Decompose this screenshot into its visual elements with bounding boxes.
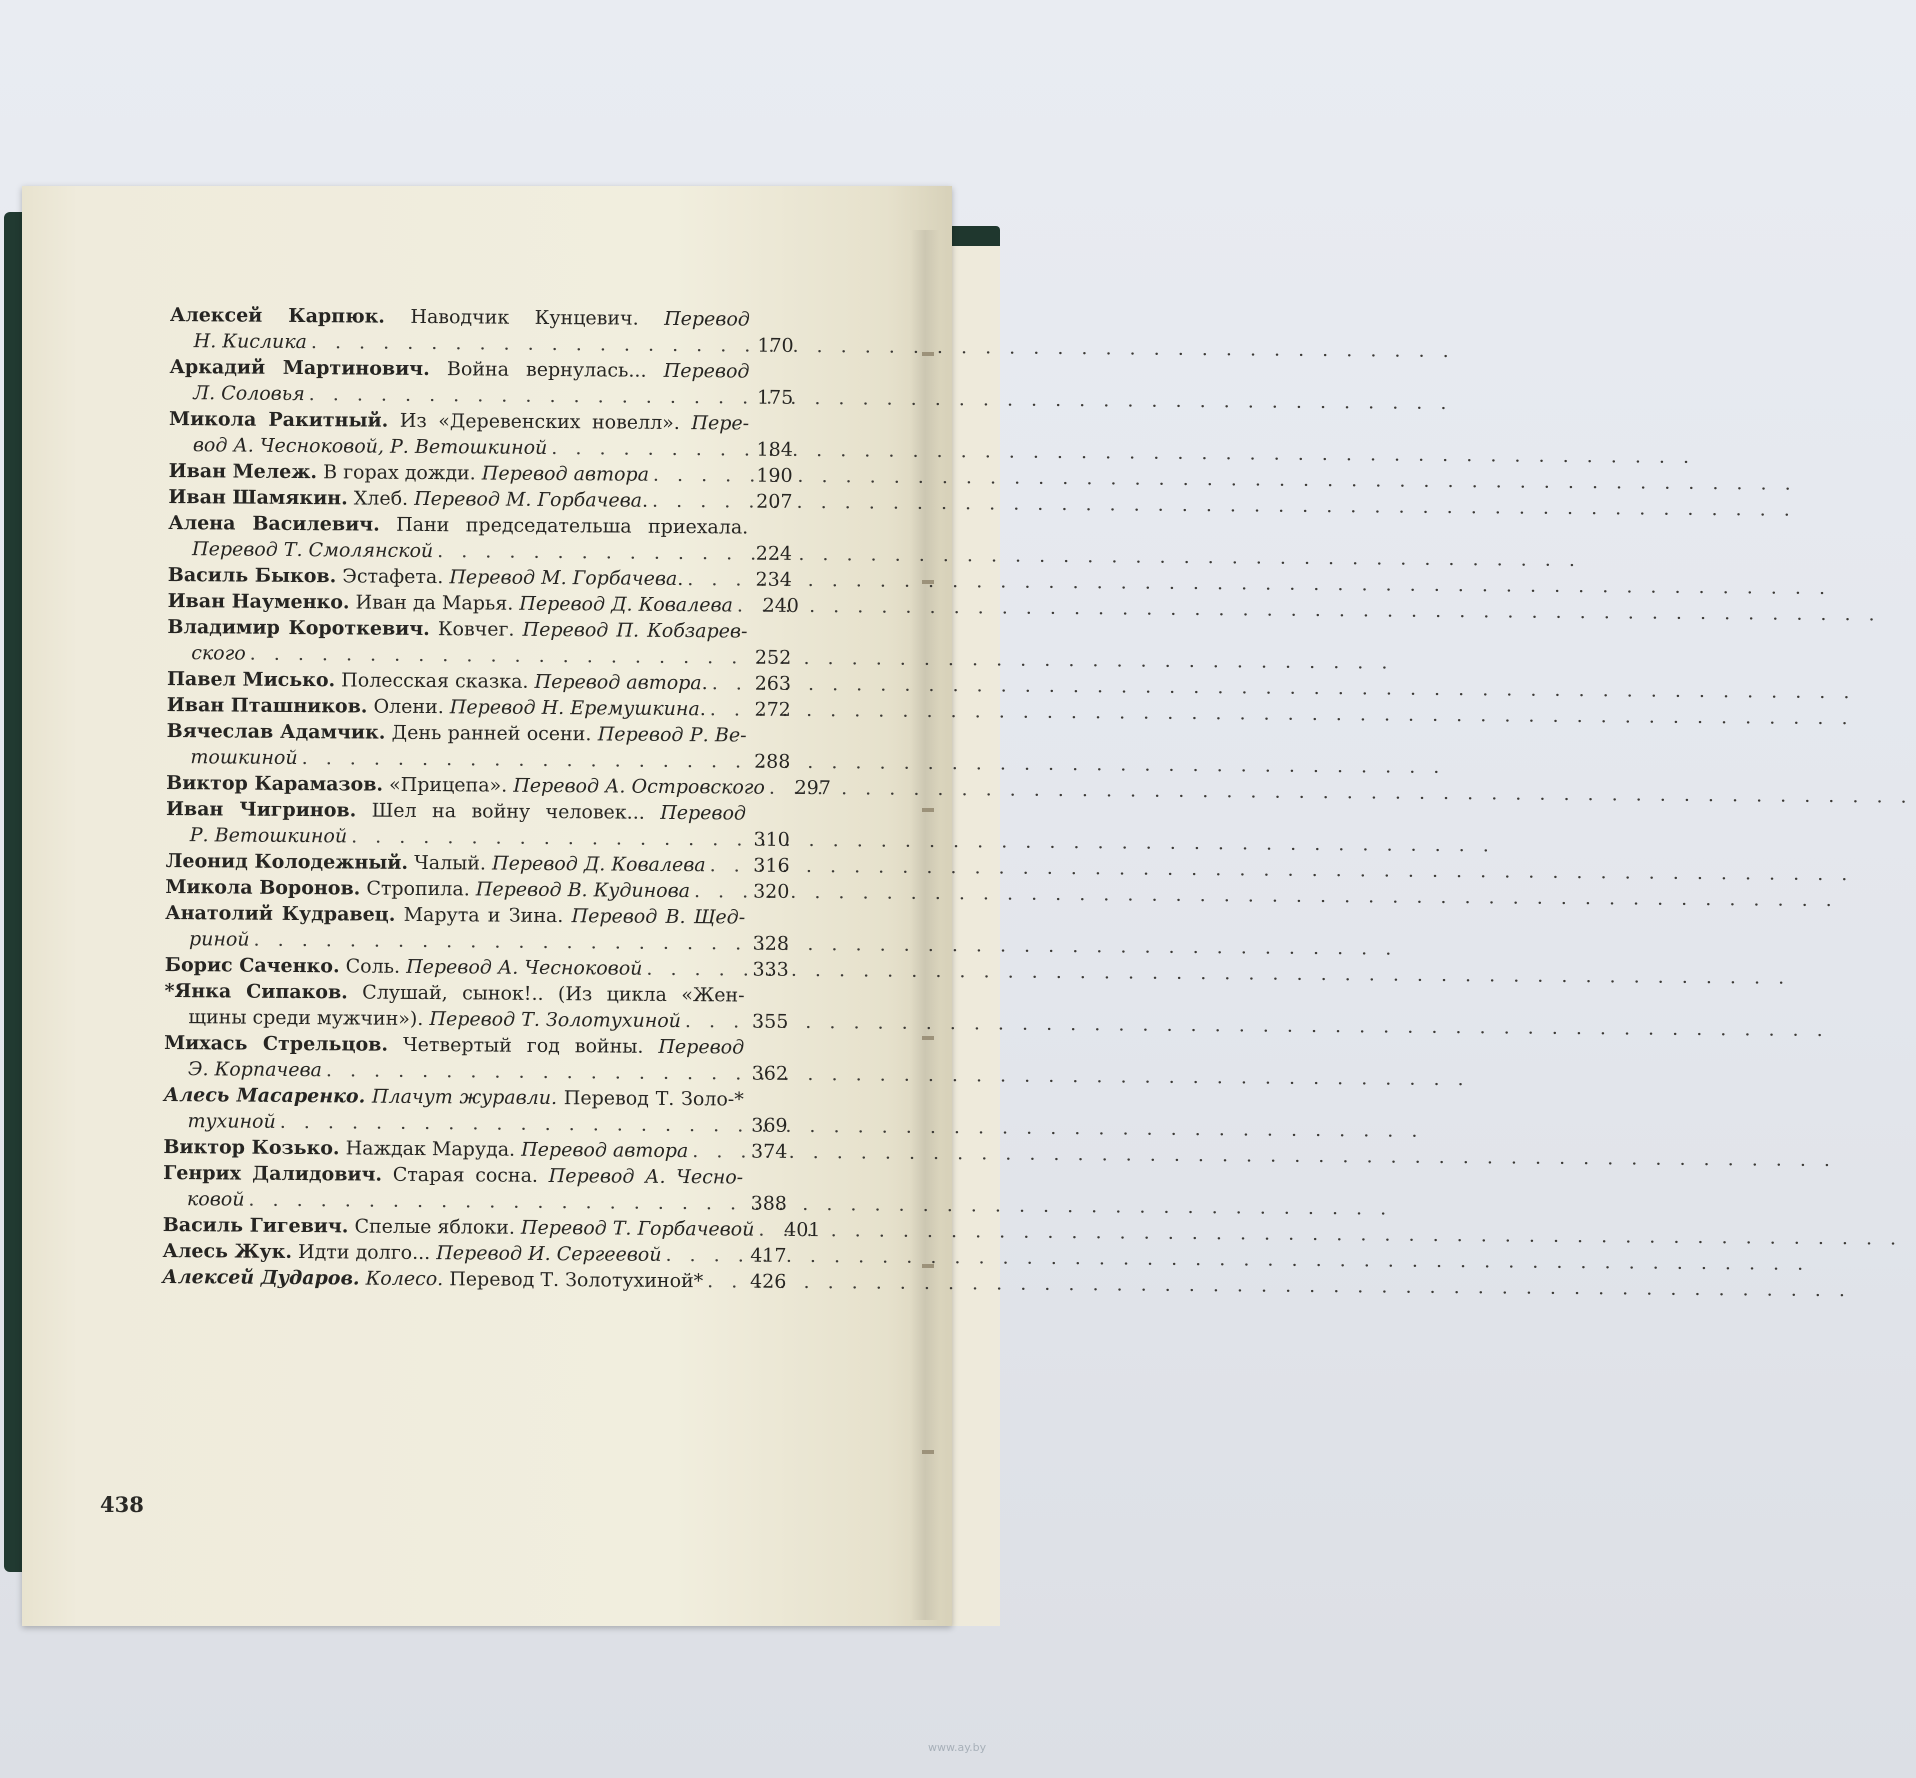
leader-dots bbox=[253, 927, 741, 957]
leader-dots bbox=[248, 1187, 739, 1217]
toc-entry-text: Алена Василевич. Пани председательша приехала. bbox=[168, 511, 749, 539]
toc-entry bbox=[167, 614, 791, 671]
toc-entry-text: ского bbox=[191, 642, 246, 665]
leader-dots bbox=[250, 641, 744, 671]
toc-entry-text: Виктор Карамазов. «Прицепа». Перевод А. Островского bbox=[166, 771, 765, 799]
leader-dots bbox=[712, 670, 743, 696]
toc-entry-text: Иван Пташников. Олени. Перевод Н. Еремушкина. bbox=[166, 693, 706, 721]
leader-dots bbox=[692, 1138, 739, 1164]
toc-entry bbox=[169, 406, 793, 463]
toc-entry bbox=[170, 302, 794, 359]
toc-entry-text: тухиной bbox=[187, 1110, 276, 1133]
toc-page-number: 316 bbox=[753, 854, 790, 877]
toc-entry-text: риной bbox=[188, 928, 250, 951]
toc-entry-text: Аркадий Мартинович. Война вернулась... Перевод bbox=[169, 355, 750, 383]
toc-page-number: 388 bbox=[750, 1192, 788, 1215]
leader-dots bbox=[351, 823, 742, 852]
toc-entry bbox=[166, 718, 790, 775]
binding-stitch bbox=[922, 1450, 934, 1454]
leader-dots bbox=[737, 592, 751, 618]
toc-page-number: 190 bbox=[756, 464, 793, 487]
toc-page-number: 263 bbox=[754, 672, 792, 695]
toc-entry-text: щины среди мужчин»). Перевод Т. Золотухиной bbox=[188, 1006, 682, 1033]
toc-entry-text: Василь Быков. Эстафета. Перевод М. Горбачева. bbox=[167, 563, 684, 591]
leader-dots bbox=[646, 956, 741, 983]
leader-dots bbox=[665, 1242, 738, 1269]
toc-entry bbox=[165, 900, 789, 957]
toc-entry-text: Василь Гигевич. Спелые яблоки. Перевод Т. Горбачевой bbox=[162, 1213, 755, 1241]
toc-entry-text: вод А. Чесноковой, Р. Ветошкиной bbox=[192, 434, 548, 459]
toc-page-number: 170 bbox=[757, 334, 794, 357]
toc-entry-text: Алексей Карпюк. Наводчик Кунцевич. Перевод bbox=[169, 303, 750, 331]
toc-entry-text: Иван Науменко. Иван да Марья. Перевод Д. Ковалева bbox=[167, 589, 734, 617]
toc-entry bbox=[163, 1160, 787, 1217]
leader-dots bbox=[326, 1057, 740, 1086]
toc-page-number: 234 bbox=[755, 568, 792, 591]
page-gutter bbox=[910, 230, 940, 1620]
toc-entry bbox=[164, 978, 788, 1035]
toc-page-number: 417 bbox=[750, 1244, 787, 1267]
toc-page-number: 297 bbox=[794, 776, 831, 800]
leader-dots bbox=[710, 852, 742, 878]
leader-dots bbox=[758, 1217, 772, 1243]
toc-entry bbox=[169, 354, 793, 411]
toc-entry-text: Виктор Козько. Наждак Маруда. Перевод автора bbox=[163, 1135, 689, 1163]
toc-page-number: 328 bbox=[752, 932, 790, 955]
toc-entry-text: Леонид Колодежный. Чалый. Перевод Д. Ковалева bbox=[165, 849, 706, 877]
toc-entry-text: Р. Ветошкиной bbox=[189, 824, 348, 848]
toc-entry-text: Алесь Масаренко. Плачут журавли. Перевод Т. Золо-* bbox=[163, 1083, 744, 1111]
toc-entry-text: Перевод Т. Смолянской bbox=[191, 538, 434, 563]
toc-entry-text: ковой bbox=[186, 1188, 245, 1211]
toc-page-number: 240 bbox=[762, 594, 799, 617]
toc-entry bbox=[163, 1082, 787, 1139]
leader-dots bbox=[653, 462, 745, 489]
leader-dots bbox=[437, 538, 744, 566]
toc-entry-text: Вячеслав Адамчик. День ранней осени. Перевод Р. Ве- bbox=[166, 719, 747, 747]
toc-entry-text: Э. Корпачева bbox=[187, 1058, 322, 1082]
toc-entry-text: Л. Соловья bbox=[193, 382, 305, 406]
leader-dots bbox=[687, 566, 744, 592]
toc-page-number: 207 bbox=[756, 490, 793, 513]
toc-entry-text: Иван Мележ. В горах дожди. Перевод автора bbox=[168, 459, 650, 486]
leader-dots bbox=[311, 329, 746, 358]
toc-page-number: 426 bbox=[749, 1270, 787, 1293]
toc-page-number: 355 bbox=[752, 1010, 789, 1033]
watermark: www.ay.by bbox=[928, 1741, 987, 1754]
page-number: 438 bbox=[100, 1492, 144, 1517]
binding-stitch bbox=[922, 808, 934, 812]
leader-dots bbox=[309, 381, 746, 410]
toc-entry-text: Алексей Дударов. Колесо. Перевод Т. Золотухиной* bbox=[162, 1265, 704, 1293]
leader-dots bbox=[685, 1008, 741, 1034]
toc-entry-text: Н. Кислика bbox=[193, 330, 308, 354]
leader-dots bbox=[694, 878, 742, 904]
toc-entry-text: тошкиной bbox=[190, 746, 298, 770]
leader-dots bbox=[707, 1268, 738, 1294]
toc-page-number: 175 bbox=[756, 386, 794, 409]
leader-dots bbox=[280, 1109, 740, 1139]
toc-entry-text: Владимир Короткевич. Ковчег. Перевод П. Кобзарев- bbox=[167, 615, 748, 643]
leader-dots bbox=[302, 745, 743, 774]
toc-entry-text: Иван Шамякин. Хлеб. Перевод М. Горбачева. bbox=[168, 485, 649, 512]
toc-entry-text: *Янка Сипаков. Слушай, сынок!.. (Из цикла «Жен- bbox=[164, 979, 745, 1007]
toc-entry-text: Микола Воронов. Стропила. Перевод В. Кудинова bbox=[165, 875, 691, 903]
toc-page-number: 369 bbox=[751, 1114, 788, 1137]
table-of-contents bbox=[162, 302, 831, 1295]
toc-entry-text: Генрих Далидович. Старая сосна. Перевод А. Чесно- bbox=[163, 1161, 744, 1189]
toc-entry bbox=[162, 1264, 786, 1295]
toc-page-number: 272 bbox=[754, 698, 791, 721]
toc-page-number: 401 bbox=[784, 1218, 821, 1242]
toc-page-number: 184 bbox=[756, 438, 793, 461]
toc-page-number: 333 bbox=[752, 958, 789, 981]
leader-dots bbox=[652, 488, 745, 515]
toc-entry-text: Павел Мисько. Полесская сказка. Перевод автора. bbox=[166, 667, 708, 695]
toc-entry bbox=[168, 510, 792, 567]
toc-page-number: 374 bbox=[750, 1140, 788, 1163]
binding-stitch bbox=[922, 1036, 934, 1040]
toc-entry-text: Борис Саченко. Соль. Перевод А. Чесноковой bbox=[164, 953, 643, 980]
toc-entry-text: Алесь Жук. Идти долго... Перевод И. Сергеевой bbox=[162, 1239, 662, 1266]
toc-page-number: 252 bbox=[754, 646, 792, 669]
leader-dots bbox=[769, 775, 783, 801]
leader-dots bbox=[710, 696, 743, 722]
leader-dots bbox=[551, 435, 745, 463]
toc-entry bbox=[166, 796, 790, 853]
toc-entry-text: Иван Чигринов. Шел на войну человек... Перевод bbox=[165, 797, 747, 825]
toc-page-number: 362 bbox=[751, 1062, 789, 1085]
toc-entry-text: Анатолий Кудравец. Марута и Зина. Перевод В. Щед- bbox=[165, 901, 746, 929]
toc-entry-text: Михась Стрельцов. Четвертый год войны. Перевод bbox=[164, 1031, 745, 1059]
toc-entry-line bbox=[162, 1264, 786, 1295]
toc-page-number: 310 bbox=[753, 828, 790, 851]
toc-page-number: 224 bbox=[755, 542, 793, 565]
toc-page-number: 320 bbox=[753, 880, 790, 903]
toc-page-number: 288 bbox=[754, 750, 791, 773]
toc-entry-text: Микола Ракитный. Из «Деревенских новелл». Пере- bbox=[168, 407, 750, 435]
toc-entry bbox=[164, 1030, 788, 1087]
